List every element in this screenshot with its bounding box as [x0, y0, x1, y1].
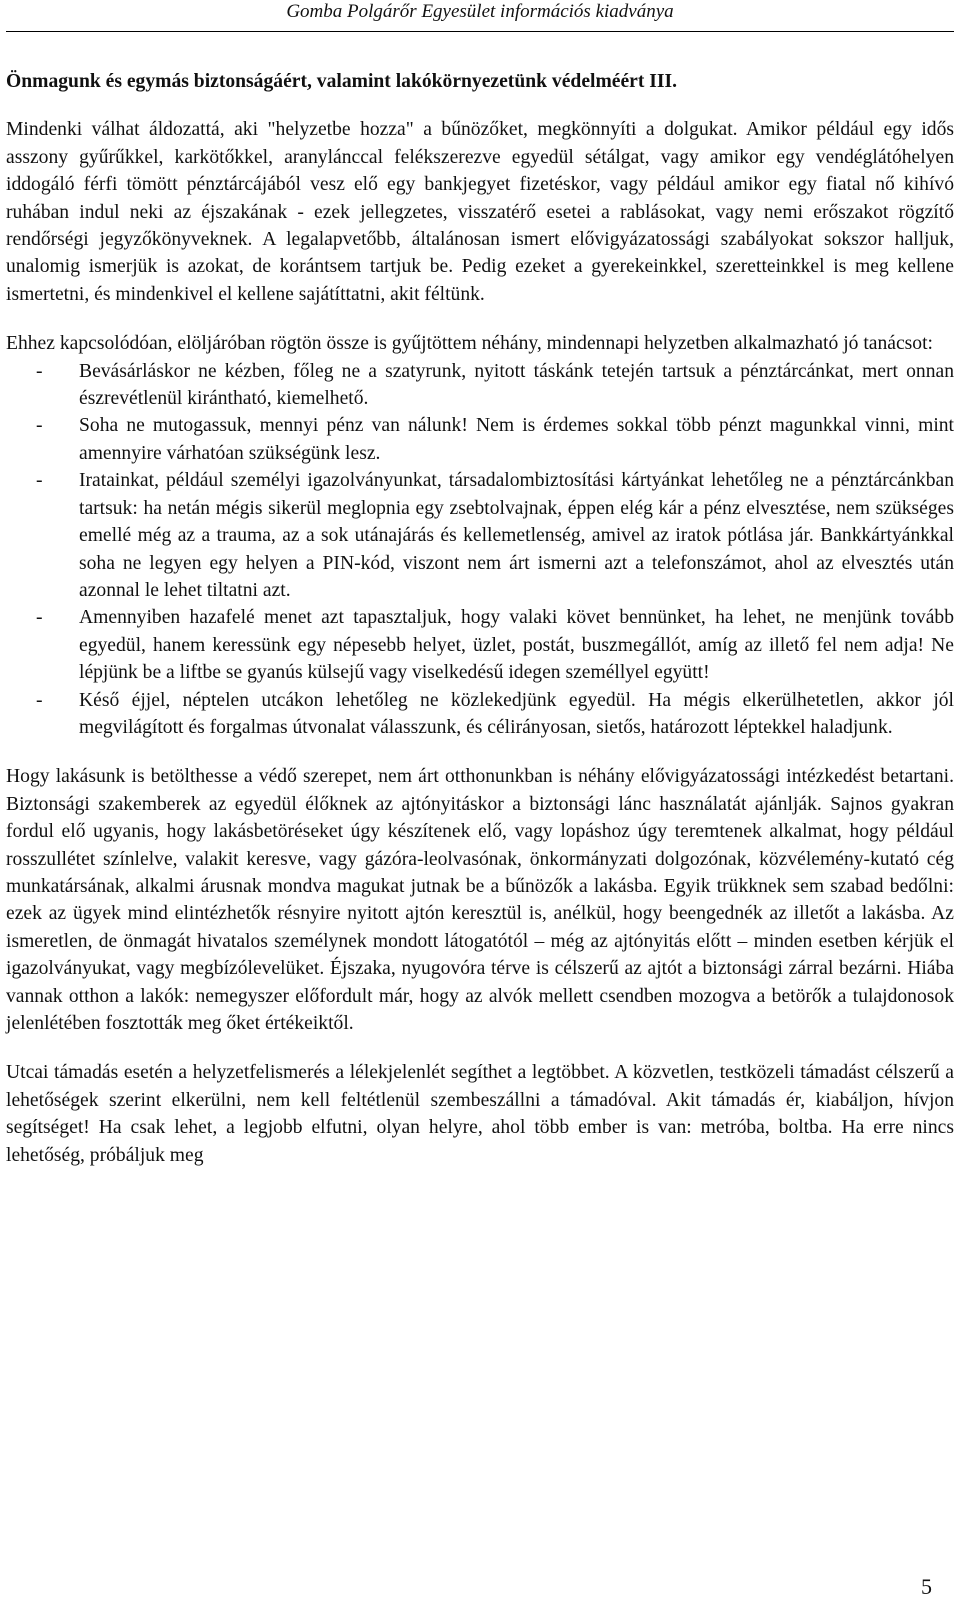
list-item [6, 687, 954, 742]
tips-list [6, 358, 954, 742]
list-dash: - [36, 607, 43, 629]
tip-text: Amennyiben hazafelé menet azt tapasztaljuk, hogy valaki követ bennünket, ha lehet, ne menjünk tovább egyedül, hanem keressünk egy népesebb helyet, üzlet, postát, buszmegállót, amíg az illető fel nem adja! Ne lépjünk be a liftbe se gyanús külsejű vagy viselkedésű idegen személlyel együtt! [79, 607, 954, 684]
street-attack-paragraph: Utcai támadás esetén a helyzetfelismerés a lélekjelenlét segíthet a legtöbbet. A közvetlen, testközeli támadást célszerű a lehetőségek szerint elkerülni, nem kell feltétlenül szembeszállni a támadóval. Akit támadás ér, kiabáljon, hívjon segítséget! Ha csak lehet, a legjobb elfutni, olyan helyre, ahol több ember is van: metróba, boltba. Ha erre nincs lehetőség, próbáljuk meg [6, 1062, 954, 1166]
tip-text: Iratainkat, például személyi igazolványunkat, társadalombiztosítási kártyánkat lehetőleg ne a pénztárcánkban tartsuk: ha netán mégis sikerül meglopnia egy zsebtolvajnak, éppen elég kár a pénz elvesztése, nem szükséges emellé még az a trauma, az a sok utánajárás és kellemetlenség, amivel az iratok pótlása jár. Bankkártyánkkal soha ne legyen egy helyen a PIN-kód, viszont nem árt ismerni azt a telefonszámot, ahol az elvesztés után azonnal le lehet tiltatni azt. [79, 470, 954, 601]
list-dash: - [36, 470, 43, 492]
article-body [6, 68, 954, 1169]
publication-header: Gomba Polgárőr Egyesület információs kiadványa [286, 1, 674, 22]
intro-paragraph: Mindenki válhat áldozattá, aki "helyzetbe hozza" a bűnözőket, megkönnyíti a dolgukat. Amikor például egy idős asszony gyűrűkkel, karkötőkkel, aranylánccal felékszerezve egyedül sétálgat, vagy amikor egy vendéglátóhelyen iddogáló férfi tömött pénztárcájából vesz elő egy bankjegyet fizetéskor, vagy például amikor egy fiatal nő kihívó ruhában indul neki az éjszakának - ezek jellegzetes, visszatérő esetei a rablásokat, vagy nemi erőszakot rögzítő rendőrségi jegyzőkönyveknek. A legalapvetőbb, általánosan ismert elővigyázatossági szabályokat sokszor halljuk, unalomig ismerjük is azokat, de korántsem tartjuk be. Pedig ezeket a gyerekeinkkel, szeretteinkkel is meg kellene ismertetni, és mindenkivel el kellene sajátíttatni, akit féltünk. [6, 119, 954, 305]
article-title: Önmagunk és egymás biztonságáért, valamint lakókörnyezetünk védelméért III. [6, 71, 678, 92]
page-number: 5 [921, 1574, 932, 1599]
list-item [6, 412, 954, 467]
tip-text: Soha ne mutogassuk, mennyi pénz van nálunk! Nem is érdemes sokkal több pénzt magunkkal vinni, mint amennyire várhatóan szükségünk lesz. [79, 415, 954, 464]
list-dash: - [36, 360, 43, 382]
tips-intro-paragraph: Ehhez kapcsolódóan, elöljáróban rögtön össze is gyűjtöttem néhány, mindennapi helyzetben alkalmazható jó tanácsot: [6, 333, 933, 355]
list-dash: - [36, 689, 43, 711]
home-safety-paragraph: Hogy lakásunk is betölthesse a védő szerepet, nem árt otthonunkban is néhány elővigyázatossági intézkedést betartani. Biztonsági szakemberek az egyedül élőknek az ajtónyitáskor a biztonsági lánc használatát ajánlják. Sajnos gyakran fordul elő ugyanis, hogy lakásbetöréseket úgy készítenek elő, vagy lopáshoz úgy teremtenek alkalmat, hogy például rosszullétet színlelve, valakit keresve, vagy gázóra-leolvasónak, önkormányzati dolgozónak, közvélemény-kutató cég munkatársának, alkalmi árusnak mondva magukat jutnak be a bűnözők a lakásba. Egyik trükknek sem szabad bedőlni: ezek az ügyek mind elintézhetők résnyire nyitott ajtón keresztül is, anélkül, hogy beengednék az illetőt a lakásba. Az ismeretlen, de önmagát hivatalos személynek mondott látogatótól – még az ajtónyitás előtt – minden esetben kérjük el igazolványukat, vagy megbízólevelüket. Éjszaka, nyugovóra térve is célszerű az ajtót a biztonsági zárral bezárni. Hiába vannak otthon a lakók: nemegyszer előfordult már, hogy az alvók mellett csendben mozogva a betörők a tulajdonosok jelenlétében fosztották meg őket értékeiktől. [6, 766, 954, 1034]
list-item [6, 358, 954, 413]
list-item [6, 467, 954, 604]
header-divider [6, 31, 954, 32]
tip-text: Késő éjjel, néptelen utcákon lehetőleg ne közlekedjünk egyedül. Ha mégis elkerülhetetlen, akkor jól megvilágított és forgalmas útvonalat válasszunk, és célirányosan, sietős, határozott léptekkel haladjunk. [79, 689, 954, 738]
list-item [6, 604, 954, 686]
tip-text: Bevásárláskor ne kézben, főleg ne a szatyrunk, nyitott táskánk tetején tartsuk a pénztárcánkat, mert onnan észrevétlenül kirántható, kiemelhető. [79, 360, 954, 410]
list-dash: - [36, 415, 43, 437]
